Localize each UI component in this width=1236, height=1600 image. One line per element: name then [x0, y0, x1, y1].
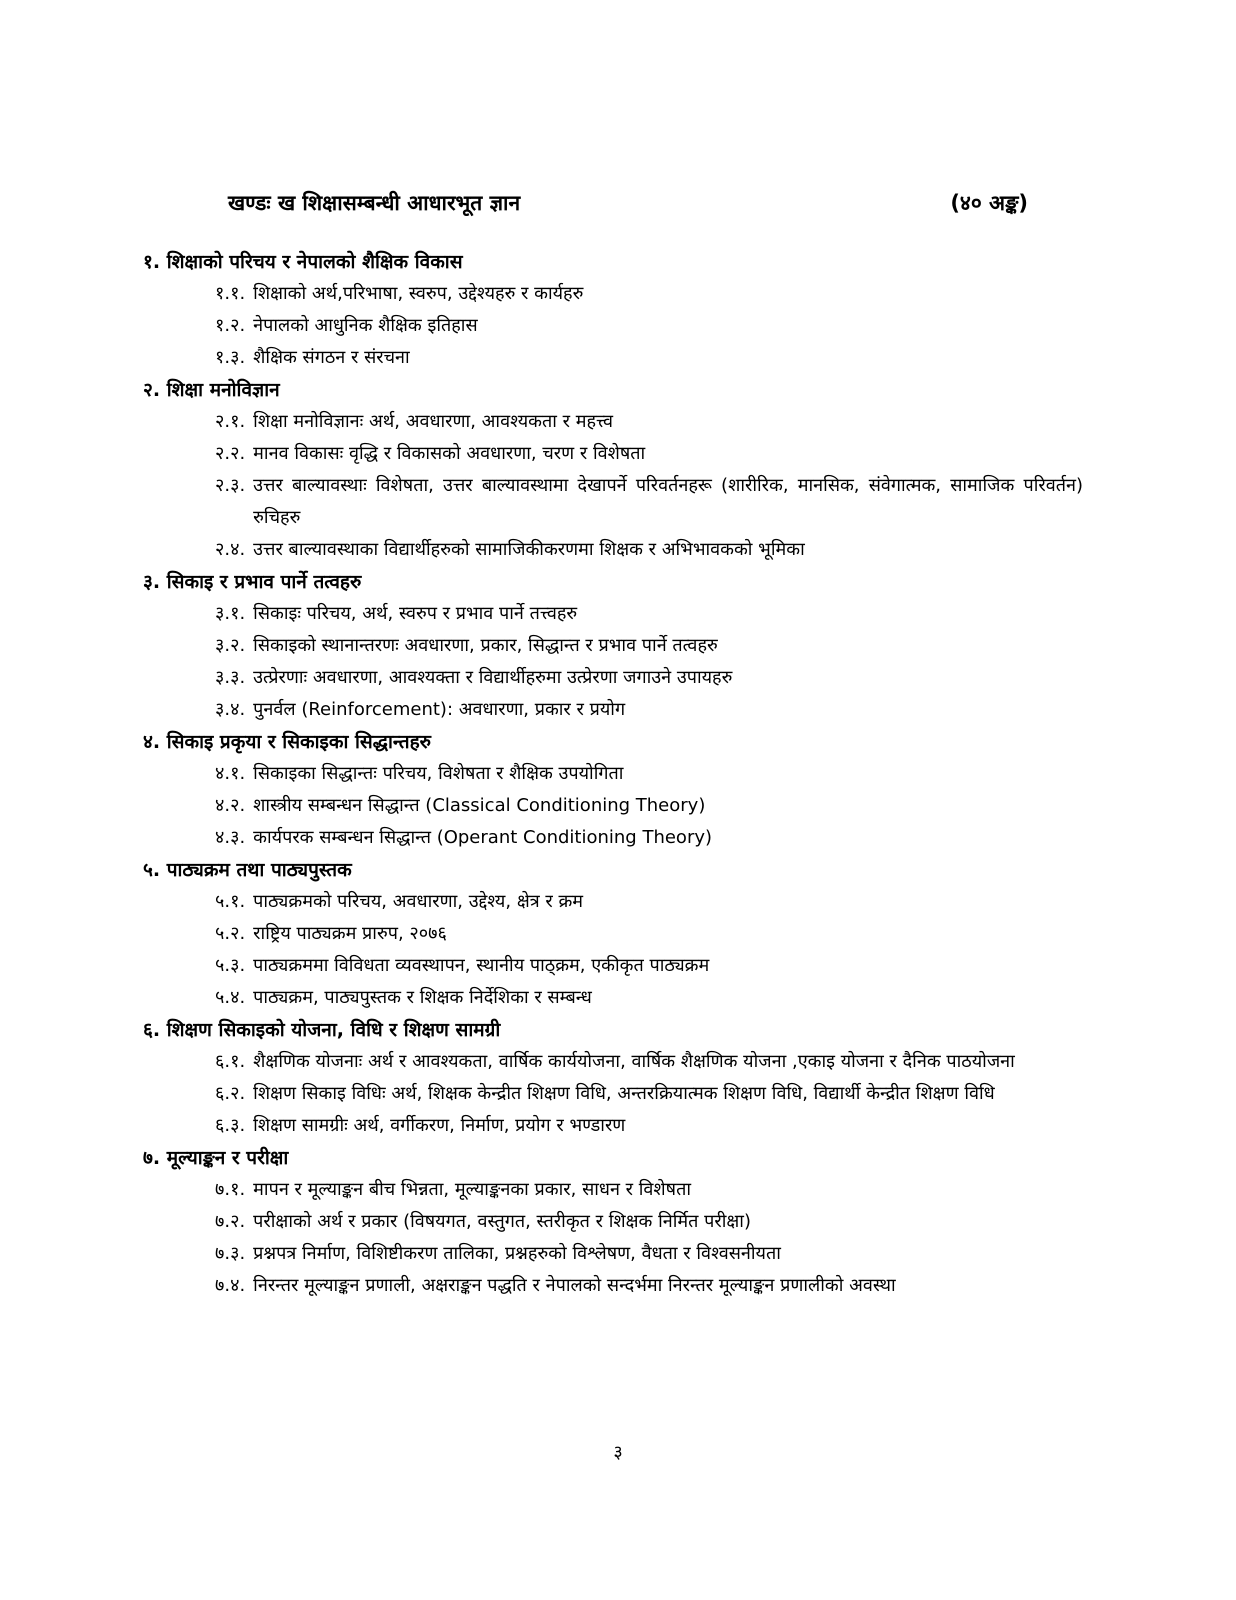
list-item — [143, 662, 1083, 694]
list-item — [143, 1206, 1083, 1238]
section-items — [143, 1046, 1083, 1142]
part-marks: (४० अङ्क) — [950, 191, 1028, 215]
section-title: ६. शिक्षण सिकाइको योजना, विधि र शिक्षण सामग्री — [143, 1019, 501, 1041]
item-text: शिक्षा मनोविज्ञानः अर्थ, अवधारणा, आवश्यकता र महत्त्व — [253, 411, 613, 432]
list-item — [143, 1046, 1083, 1078]
section-title: ७. मूल्याङ्कन र परीक्षा — [143, 1147, 289, 1169]
item-number: ६.३. — [215, 1115, 246, 1136]
item-text: नेपालको आधुनिक शैक्षिक इतिहास — [253, 315, 478, 336]
list-item — [143, 694, 1083, 726]
item-number: १.२. — [215, 315, 246, 336]
syllabus-section — [143, 1014, 1083, 1142]
syllabus-section — [143, 726, 1083, 854]
list-item — [143, 950, 1083, 982]
syllabus-section — [143, 566, 1083, 726]
section-title: २. शिक्षा मनोविज्ञान — [143, 379, 280, 401]
syllabus-section — [143, 1142, 1083, 1302]
list-item — [143, 758, 1083, 790]
item-number: ४.२. — [215, 795, 246, 816]
item-number: २.२. — [215, 443, 246, 464]
item-text: उत्तर बाल्यावस्थाः विशेषता, उत्तर बाल्यावस्थामा देखापर्ने परिवर्तनहरू (शारीरिक, मानसिक, संवेगात्मक, सामाजिक परिवर्तन) रुचिहरु — [253, 475, 1083, 528]
item-number: ५.२. — [215, 923, 246, 944]
list-item — [143, 310, 1083, 342]
item-number: ३.१. — [215, 603, 246, 624]
item-text: उत्प्रेरणाः अवधारणा, आवश्यक्ता र विद्यार्थीहरुमा उत्प्रेरणा जगाउने उपायहरु — [253, 667, 733, 688]
section-items — [143, 758, 1083, 854]
part-title: खण्डः ख शिक्षासम्बन्धी आधारभूत ज्ञान — [228, 191, 521, 215]
item-text: कार्यपरक सम्बन्धन सिद्धान्त (Operant Conditioning Theory) — [253, 827, 713, 848]
list-item — [143, 598, 1083, 630]
item-text: मापन र मूल्याङ्कन बीच भिन्नता, मूल्याङ्कनका प्रकार, साधन र विशेषता — [253, 1179, 691, 1200]
item-number: ४.३. — [215, 827, 246, 848]
item-number: ५.४. — [215, 987, 246, 1008]
section-items — [143, 886, 1083, 1014]
list-item — [143, 534, 1083, 566]
section-title: १. शिक्षाको परिचय र नेपालको शैक्षिक विकास — [143, 251, 463, 273]
item-number: ७.४. — [215, 1275, 246, 1296]
item-number: ४.१. — [215, 763, 246, 784]
item-text: शैक्षणिक योजनाः अर्थ र आवश्यकता, वार्षिक कार्ययोजना, वार्षिक शैक्षणिक योजना ,एकाइ योजना र दैनिक पाठयोजना — [253, 1051, 1015, 1072]
item-number: १.३. — [215, 347, 246, 368]
item-number: ३.४. — [215, 699, 246, 720]
item-number: २.१. — [215, 411, 246, 432]
list-item — [143, 1174, 1083, 1206]
item-number: ५.३. — [215, 955, 246, 976]
item-number: ६.२. — [215, 1083, 246, 1104]
item-text: पुनर्वल (Reinforcement): अवधारणा, प्रकार र प्रयोग — [253, 699, 626, 720]
list-item — [143, 1270, 1083, 1302]
list-item — [143, 406, 1083, 438]
page-number: ३ — [613, 1442, 623, 1463]
item-number: ७.२. — [215, 1211, 246, 1232]
section-title: ३. सिकाइ र प्रभाव पार्ने तत्वहरु — [143, 571, 362, 593]
syllabus-section — [143, 374, 1083, 566]
item-text: शिक्षण सामग्रीः अर्थ, वर्गीकरण, निर्माण, प्रयोग र भण्डारण — [253, 1115, 626, 1136]
item-number: ३.२. — [215, 635, 246, 656]
item-number: २.३. — [215, 475, 246, 496]
item-text: सिकाइको स्थानान्तरणः अवधारणा, प्रकार, सिद्धान्त र प्रभाव पार्ने तत्वहरु — [253, 635, 718, 656]
syllabus-section — [143, 246, 1083, 374]
item-number: ५.१. — [215, 891, 246, 912]
item-text: शिक्षण सिकाइ विधिः अर्थ, शिक्षक केन्द्रीत शिक्षण विधि, अन्तरक्रियात्मक शिक्षण विधि, विद्यार्थी केन्द्रीत शिक्षण विधि — [253, 1083, 995, 1104]
list-item — [143, 886, 1083, 918]
list-item — [143, 822, 1083, 854]
item-number: ७.१. — [215, 1179, 246, 1200]
list-item — [143, 1238, 1083, 1270]
list-item — [143, 1078, 1083, 1110]
item-text: मानव विकासः वृद्धि र विकासको अवधारणा, चरण र विशेषता — [253, 443, 646, 464]
list-item — [143, 342, 1083, 374]
section-items — [143, 598, 1083, 726]
item-text: राष्ट्रिय पाठ्यक्रम प्रारुप, २०७६ — [253, 923, 447, 944]
item-number: ७.३. — [215, 1243, 246, 1264]
item-text: सिकाइः परिचय, अर्थ, स्वरुप र प्रभाव पार्ने तत्त्वहरु — [253, 603, 578, 624]
section-title: ४. सिकाइ प्रकृया र सिकाइका सिद्धान्तहरु — [143, 731, 432, 753]
section-items — [143, 278, 1083, 374]
list-item — [143, 438, 1083, 470]
item-text: निरन्तर मूल्याङ्कन प्रणाली, अक्षराङ्कन पद्धति र नेपालको सन्दर्भमा निरन्तर मूल्याङ्कन प्रणालीको अवस्था — [253, 1275, 896, 1296]
item-number: १.१. — [215, 283, 246, 304]
syllabus-section — [143, 854, 1083, 1014]
item-text: शिक्षाको अर्थ,परिभाषा, स्वरुप, उद्देश्यहरु र कार्यहरु — [253, 283, 584, 304]
list-item — [143, 630, 1083, 662]
list-item — [143, 918, 1083, 950]
item-text: सिकाइका सिद्धान्तः परिचय, विशेषता र शैक्षिक उपयोगिता — [253, 763, 624, 784]
list-item — [143, 278, 1083, 310]
item-text: शास्त्रीय सम्बन्धन सिद्धान्त (Classical Conditioning Theory) — [253, 795, 706, 816]
list-item — [143, 1110, 1083, 1142]
section-title: ५. पाठ्यक्रम तथा पाठ्यपुस्तक — [143, 859, 352, 881]
item-text: पाठ्यक्रममा विविधता व्यवस्थापन, स्थानीय पाठ्क्रम, एकीकृत पाठ्यक्रम — [253, 955, 710, 976]
item-text: परीक्षाको अर्थ र प्रकार (विषयगत, वस्तुगत, स्तरीकृत र शिक्षक निर्मित परीक्षा) — [253, 1211, 751, 1232]
section-items — [143, 406, 1083, 566]
section-items — [143, 1174, 1083, 1302]
item-number: २.४. — [215, 539, 246, 560]
list-item — [143, 982, 1083, 1014]
list-item — [143, 470, 1083, 534]
item-text: उत्तर बाल्यावस्थाका विद्यार्थीहरुको सामाजिकीकरणमा शिक्षक र अभिभावकको भूमिका — [253, 539, 805, 560]
syllabus-sections — [143, 246, 1083, 1302]
item-text: शैक्षिक संगठन र संरचना — [253, 347, 410, 368]
item-text: पाठ्यक्रम, पाठ्यपुस्तक र शिक्षक निर्देशिका र सम्बन्ध — [253, 987, 592, 1008]
list-item — [143, 790, 1083, 822]
item-text: प्रश्नपत्र निर्माण, विशिष्टीकरण तालिका, प्रश्नहरुको विश्लेषण, वैधता र विश्वसनीयता — [253, 1243, 781, 1264]
item-text: पाठ्यक्रमको परिचय, अवधारणा, उद्देश्य, क्षेत्र र क्रम — [253, 891, 584, 912]
item-number: ३.३. — [215, 667, 246, 688]
item-number: ६.१. — [215, 1051, 246, 1072]
